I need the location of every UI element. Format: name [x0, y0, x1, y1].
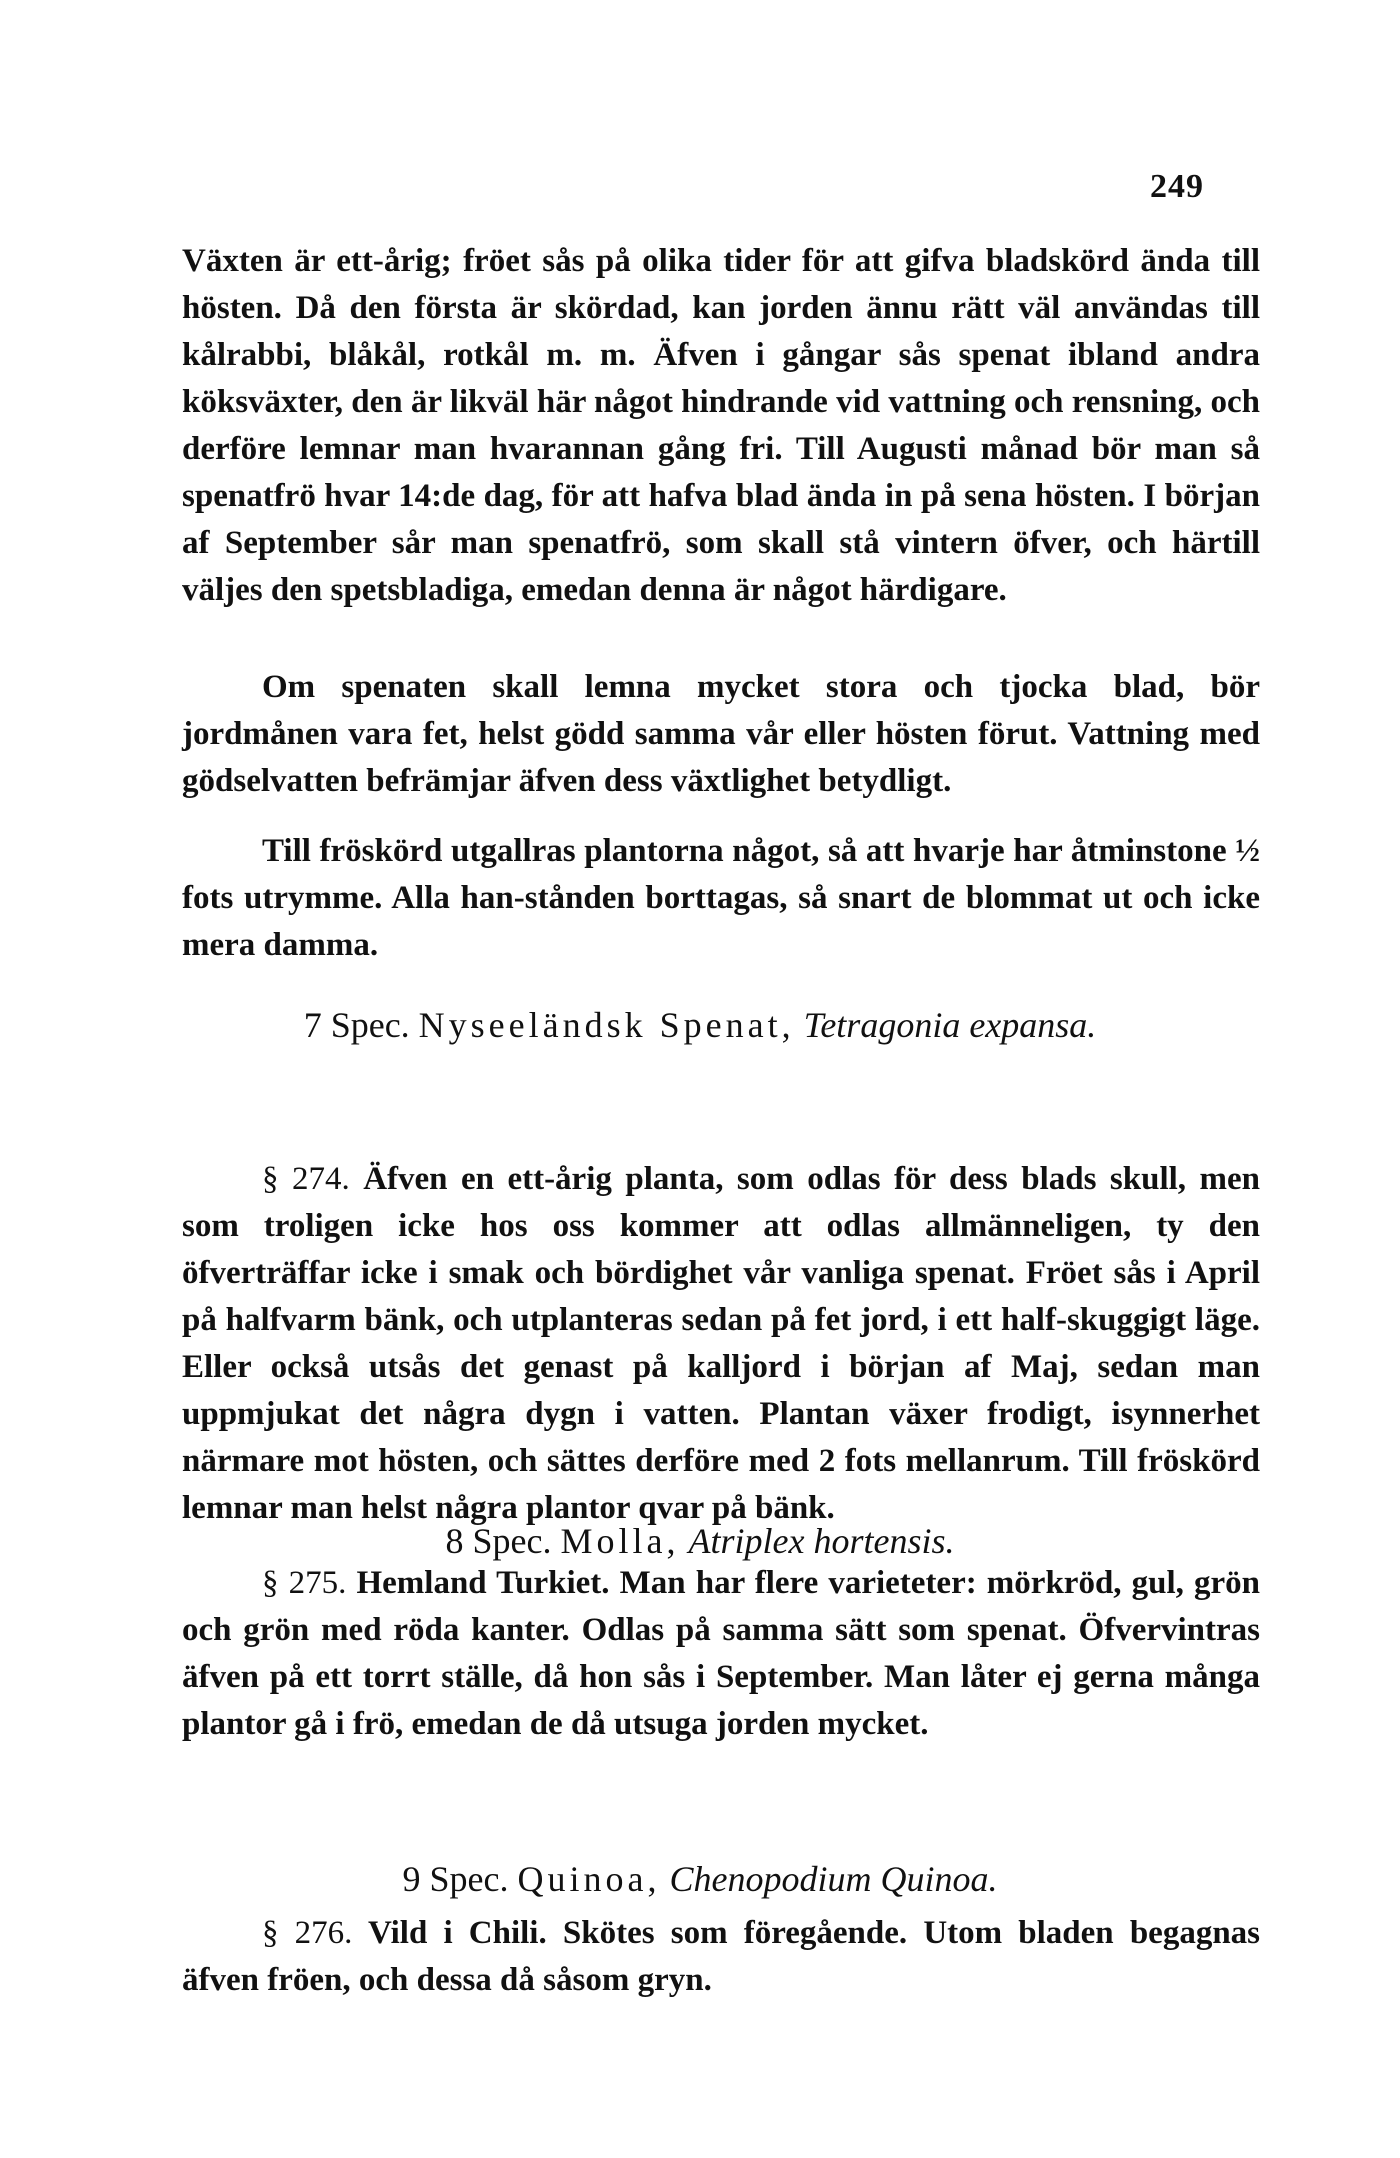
- species-heading-9: [0, 1858, 1400, 1900]
- paragraph-274: [182, 1156, 1260, 1532]
- paragraph-spinach-sowing: Växten är ett-årig; fröet sås på olika tider för att gifva bladskörd ända till hösten. Då den första är skördad, kan jorden ännu rätt väl användas till kålrabbi, blåkål, rotkål m. m. Äfven i gångar sås spenat ibland andra köksväxter, den är likväl här något hindrande vid vattning och rensning, och derföre lemnar man hvarannan gång fri. Till Augusti månad bör man så spenatfrö hvar 14:de dag, för att hafva blad ända in på sena hösten. I början af September sår man spenatfrö, som skall stå vintern öfver, och härtill väljes den spetsbladiga, emedan denna är något härdigare.: [182, 243, 1260, 608]
- section-text: Vild i Chili. Skötes som föregående. Utom bladen begagnas äfven fröen, och dessa då såsom gryn.: [182, 1915, 1261, 1998]
- species-common-name: Molla,: [560, 1521, 680, 1561]
- species-common-name: Nyseeländsk Spenat,: [418, 1005, 795, 1045]
- paragraph-spinach-seed-harvest: Till fröskörd utgallras plantorna något, så att hvarje har åtminstone ½ fots utrymme. Alla han-stånden borttagas, så snart de blommat ut och icke mera damma.: [182, 833, 1260, 963]
- page-number: 249: [1150, 168, 1204, 205]
- section-text: Hemland Turkiet. Man har flere varieteter: mörkröd, gul, grön och grön med röda kanter. Odlas på samma sätt som spenat. Öfvervintras äfven på ett torrt ställe, då hon sås i September. Man låter ej gerna många plantor gå i frö, emedan de då utsuga jorden mycket.: [182, 1565, 1261, 1742]
- species-heading-7: [0, 1004, 1400, 1046]
- species-number: 7 Spec.: [303, 1005, 410, 1045]
- species-latin-name: Tetragonia expansa.: [803, 1005, 1097, 1045]
- species-common-name: Quinoa,: [517, 1859, 661, 1899]
- species-number: 9 Spec.: [402, 1859, 509, 1899]
- section-number: § 274.: [262, 1161, 350, 1197]
- section-number: § 276.: [262, 1915, 353, 1951]
- paragraph-spinach-soil: Om spenaten skall lemna mycket stora och tjocka blad, bör jordmånen vara fet, helst gödd samma vår eller hösten förut. Vattning med gödselvatten befrämjar äfven dess växtlighet betydligt.: [182, 669, 1260, 799]
- paragraph-276: [182, 1910, 1260, 2004]
- species-latin-name: Atriplex hortensis.: [688, 1521, 955, 1561]
- paragraph-275: [182, 1560, 1260, 1748]
- section-text: Äfven en ett-årig planta, som odlas för dess blads skull, men som troligen icke hos oss kommer att odlas allmänneligen, ty den öfverträffar icke i smak och bördighet vår vanliga spenat. Fröet sås i April på halfvarm bänk, och utplanteras sedan på fet jord, i ett half-skuggigt läge. Eller också utsås det genast på kalljord i början af Maj, sedan man uppmjukat det några dygn i vatten. Plantan växer frodigt, isynnerhet närmare mot hösten, och sättes derföre med 2 fots mellanrum. Till fröskörd lemnar man helst några plantor qvar på bänk.: [182, 1161, 1260, 1526]
- species-number: 8 Spec.: [445, 1521, 552, 1561]
- species-latin-name: Chenopodium Quinoa.: [669, 1859, 998, 1899]
- species-heading-8: [0, 1520, 1400, 1562]
- section-number: § 275.: [262, 1565, 347, 1601]
